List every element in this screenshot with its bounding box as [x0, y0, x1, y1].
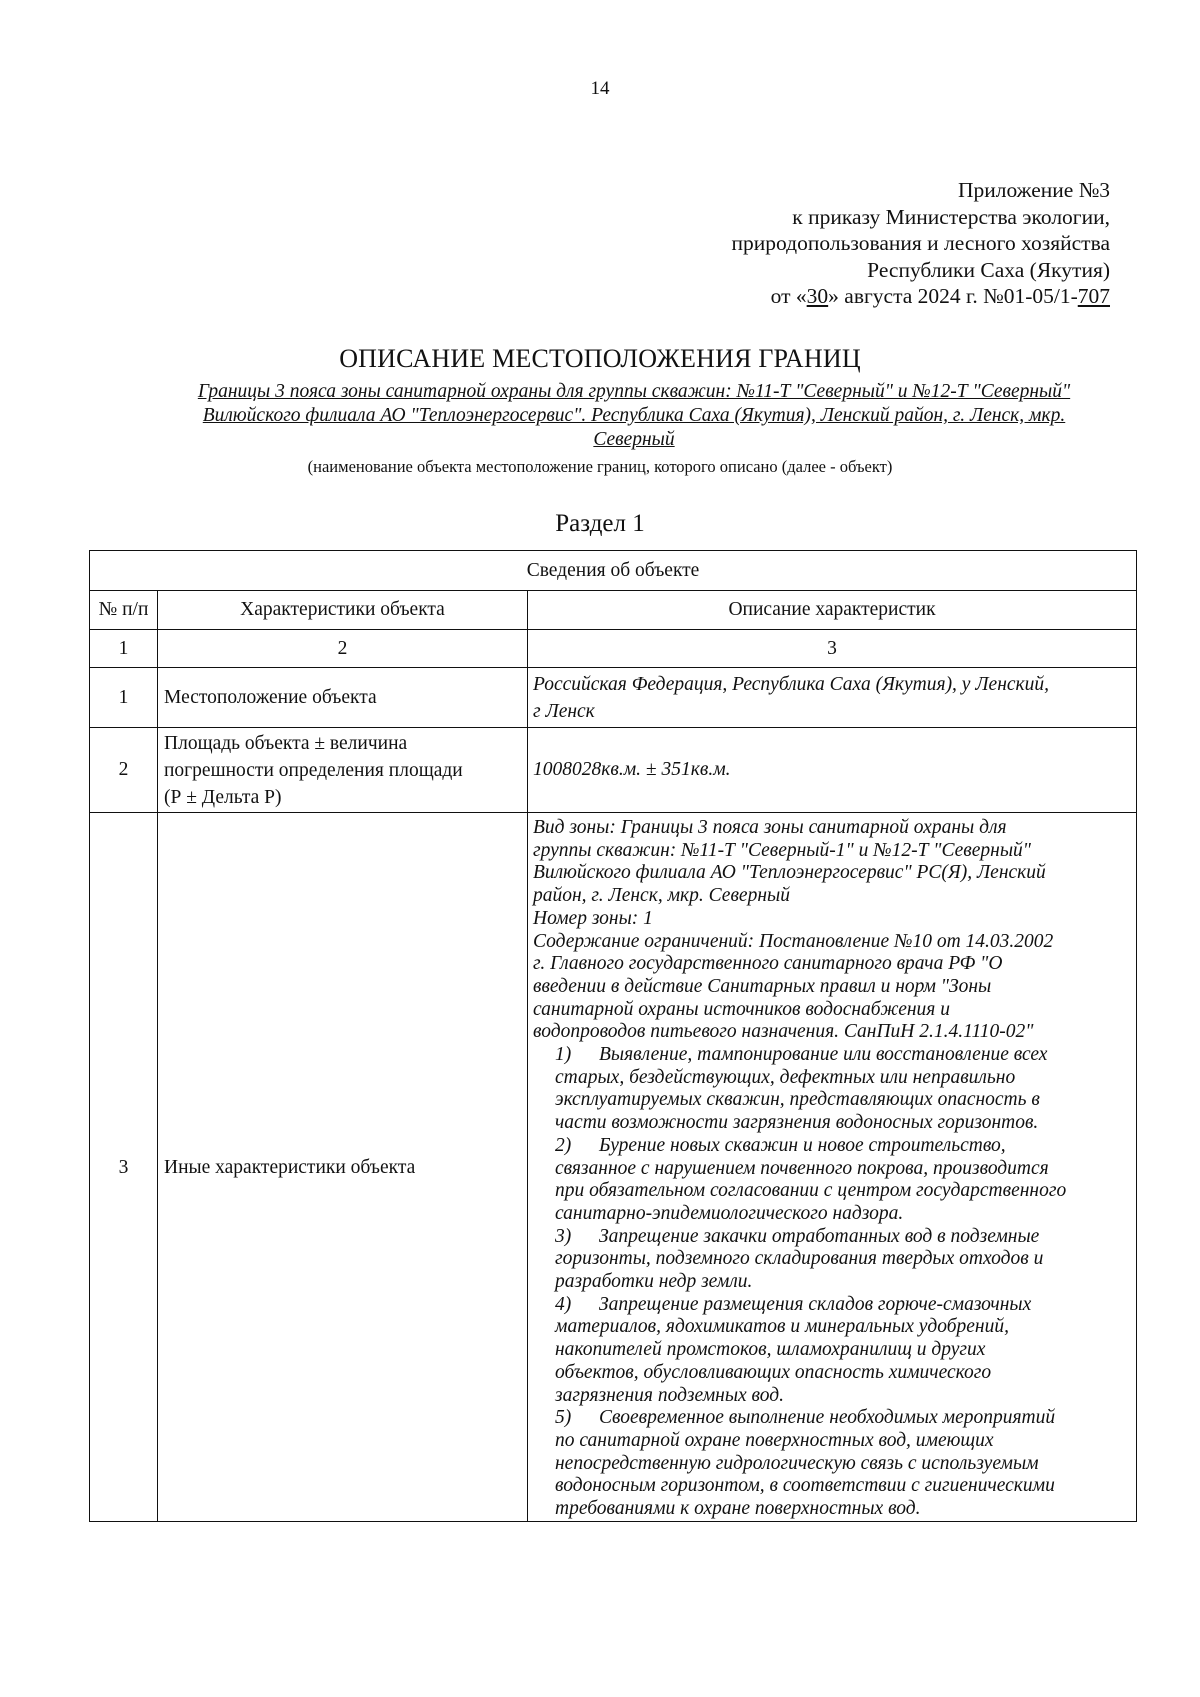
restriction-item-text: непосредственную гидрологическую связь с используемым — [555, 1452, 1039, 1474]
restriction-item-text: Запрещение размещения складов горюче-смазочных — [599, 1293, 1032, 1315]
appendix-date-line — [732, 283, 1110, 310]
characteristic-line: погрешности определения площади — [164, 759, 463, 781]
table-caption: Сведения об объекте — [90, 551, 1137, 591]
description-line: г. Главного государственного санитарного врача РФ "О — [533, 953, 1003, 975]
table-header-row — [90, 591, 1137, 630]
appendix-line: Приложение №3 — [957, 178, 1110, 202]
table-row — [90, 728, 1137, 813]
restriction-item-line — [533, 1067, 1136, 1090]
restriction-item-line — [533, 1498, 1136, 1521]
restriction-item-line — [533, 1407, 1136, 1430]
object-info-table — [89, 550, 1137, 1522]
restriction-item-text: эксплуатируемых скважин, представляющих опасность в — [555, 1089, 1040, 1111]
description-line: Российская Федерация, Республика Саха (Якутия), у Ленский, — [533, 673, 1050, 695]
section-title: Раздел 1 — [555, 510, 645, 537]
restriction-item-number: 2) — [555, 1134, 572, 1156]
restriction-item-text: части возможности загрязнения водоносных горизонтов. — [555, 1112, 1039, 1134]
description-line: Вилюйского филиала АО "Теплоэнергосервис" РС(Я), Ленский — [533, 862, 1046, 884]
restriction-item-line — [533, 1089, 1136, 1112]
restriction-item-text: материалов, ядохимикатов и минеральных удобрений, — [555, 1316, 1009, 1338]
description-line: Вид зоны: Границы 3 пояса зоны санитарной охраны для — [533, 817, 1007, 838]
restriction-item-text: при обязательном согласовании с центром государственного — [555, 1180, 1067, 1202]
object-name-line: Границы 3 пояса зоны санитарной охраны для группы скважин: №11-Т "Северный" и №12-Т "Северный" — [197, 381, 1071, 402]
restriction-item-text: накопителей промстоков, шламохранилищ и других — [555, 1339, 986, 1361]
row-description — [528, 668, 1137, 728]
row-characteristic — [158, 728, 528, 813]
restriction-item-line — [533, 1248, 1136, 1271]
restriction-item-line — [533, 1316, 1136, 1339]
order-number: 707 — [1077, 284, 1110, 308]
object-name-line: Вилюйского филиала АО "Теплоэнергосервис". Республика Саха (Якутия), Ленский район, г. Ленск, мкр. — [202, 405, 1066, 426]
date-middle: » августа 2024 г. №01-05/1- — [828, 284, 1078, 308]
restriction-item-text: объектов, обусловливающих опасность химического — [555, 1361, 992, 1383]
description-line: санитарной охраны источников водоснабжения и — [533, 998, 950, 1020]
row-description — [528, 813, 1137, 1522]
restriction-item-line — [533, 1385, 1136, 1408]
header-number: № п/п — [90, 591, 158, 630]
description-line: водопроводов питьевого назначения. СанПиН 2.1.4.1110-02" — [533, 1021, 1034, 1043]
column-number: 2 — [158, 630, 528, 668]
restriction-item-line — [533, 1112, 1136, 1135]
column-number: 3 — [528, 630, 1137, 668]
description-body — [533, 813, 1136, 1521]
appendix-line: к приказу Министерства экологии, — [792, 204, 1110, 229]
restriction-item-text: по санитарной охране поверхностных вод, имеющих — [555, 1429, 994, 1451]
header-characteristic: Характеристики объекта — [158, 591, 528, 630]
restriction-item-line — [533, 1135, 1136, 1158]
restriction-item-text: Своевременное выполнение необходимых мероприятий — [599, 1407, 1056, 1429]
row-number: 3 — [90, 813, 158, 1522]
table-row — [90, 668, 1137, 728]
restriction-item-line — [533, 1362, 1136, 1385]
document-title: ОПИСАНИЕ МЕСТОПОЛОЖЕНИЯ ГРАНИЦ — [339, 344, 861, 373]
row-number: 2 — [90, 728, 158, 813]
appendix-line: Республики Саха (Якутия) — [867, 257, 1110, 282]
restriction-item-line — [533, 1226, 1136, 1249]
restriction-item-text: загрязнения подземных вод. — [555, 1384, 785, 1406]
characteristic-line: (Р ± Дельта Р) — [164, 786, 282, 808]
table-row — [90, 813, 1137, 1522]
restriction-item-text: горизонты, подземного складирования твердых отходов и — [555, 1248, 1044, 1270]
restriction-item-number: 4) — [555, 1293, 572, 1315]
object-name — [132, 380, 1136, 452]
restriction-item-text: старых, бездействующих, дефектных или неправильно — [555, 1066, 1016, 1088]
description-line: Номер зоны: 1 — [533, 907, 653, 929]
object-name-line: Северный — [593, 429, 675, 450]
restriction-item-text: связанное с нарушением почвенного покрова, производится — [555, 1157, 1049, 1179]
restriction-item-text: разработки недр земли. — [555, 1271, 753, 1293]
description-line: группы скважин: №11-Т "Северный-1" и №12-Т "Северный" — [533, 839, 1031, 861]
restriction-item-line — [533, 1203, 1136, 1226]
row-description: 1008028кв.м. ± 351кв.м. — [528, 728, 1137, 813]
row-characteristic: Иные характеристики объекта — [158, 813, 528, 1522]
restriction-item-line — [533, 1158, 1136, 1181]
date-prefix: от « — [770, 284, 807, 308]
restriction-item-line — [533, 1294, 1136, 1317]
restriction-item-text: Бурение новых скважин и новое строительство, — [599, 1134, 1006, 1156]
header-description: Описание характеристик — [528, 591, 1137, 630]
restriction-item-line — [533, 1180, 1136, 1203]
description-line: г Ленск — [533, 700, 595, 722]
restriction-item-line — [533, 1430, 1136, 1453]
description-line: район, г. Ленск, мкр. Северный — [533, 885, 790, 907]
restriction-item-number: 1) — [555, 1044, 572, 1066]
object-caption: (наименование объекта местоположение границ, которого описано (далее - объект) — [307, 457, 893, 476]
date-day: 30 — [806, 284, 829, 308]
appendix-header — [732, 177, 1110, 310]
restriction-item-text: Выявление, тампонирование или восстановление всех — [599, 1044, 1048, 1066]
restriction-item-line — [533, 1475, 1136, 1498]
description-line: введении в действие Санитарных правил и норм "Зоны — [533, 975, 992, 997]
row-number: 1 — [90, 668, 158, 728]
restriction-item-line — [533, 1453, 1136, 1476]
restriction-item-text: санитарно-эпидемиологического надзора. — [555, 1202, 904, 1224]
restriction-item-number: 5) — [555, 1407, 572, 1429]
restriction-item-text: требованиями к охране поверхностных вод. — [555, 1498, 921, 1520]
restriction-item-line — [533, 1044, 1136, 1067]
table-caption-row — [90, 551, 1137, 591]
restriction-item-line — [533, 1339, 1136, 1362]
restriction-item-line — [533, 1271, 1136, 1294]
description-line: Содержание ограничений: Постановление №10 от 14.03.2002 — [533, 930, 1054, 952]
restriction-item-number: 3) — [555, 1225, 572, 1247]
column-number-row — [90, 630, 1137, 668]
appendix-line: природопользования и лесного хозяйства — [731, 231, 1110, 255]
column-number: 1 — [90, 630, 158, 668]
restriction-item-text: Запрещение закачки отработанных вод в подземные — [599, 1225, 1040, 1247]
characteristic-line: Площадь объекта ± величина — [164, 732, 408, 754]
row-characteristic: Местоположение объекта — [158, 668, 528, 728]
restriction-item-text: водоносным горизонтом, в соответствии с гигиеническими — [555, 1475, 1055, 1497]
page-number: 14 — [590, 78, 610, 99]
